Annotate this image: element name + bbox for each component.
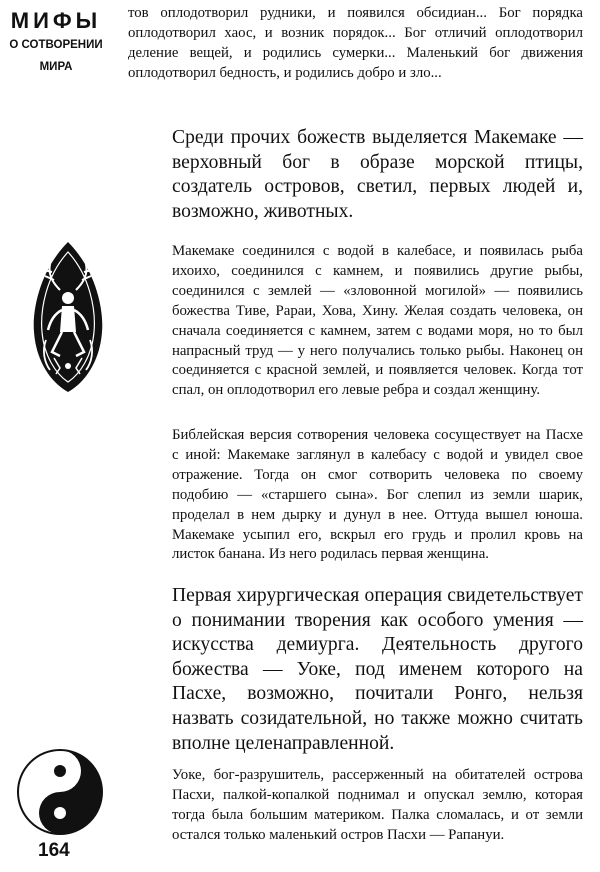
running-head-subtitle-2: МИРА: [39, 60, 73, 73]
margin-sidebar: [0, 0, 120, 872]
makemake-deity-ornament-icon: [30, 240, 106, 394]
paragraph-continuation: тов оплодотворил рудники, и появился обсидиан... Бог порядка оплодотворил хаос, и возник порядок... Бог отличий оплодотворил деление вещей, и родились сумерки... Маленький бог движения оплодотворил бедность, и родились добро и зло...: [128, 5, 583, 81]
paragraph-makemake-intro: Среди прочих божеств выделяется Макемаке — верховный бог в образе морской птицы, создатель островов, светил, первых людей и, возможно, животных.: [172, 127, 583, 222]
paragraph-makemake-myth: Макемаке соединился с водой в калебасе, и появилась рыба ихоихо, соединился с камнем, и появились другие рыбы, соединился с землей — «зловонной могилой» — появились божества Тиве, Рараи, Хова, Хину. Желая создать человека, он сначала соединяется с камнем, затем с водами моря, но то был напрасный труд — у него получались только рыбы. Наконец он соединяется с красной землей, и появляется человек. Когда тот спал, он оплодотворил его левые ребра и создал женщину.: [172, 243, 583, 399]
paragraph-uoke: Уоке, бог-разрушитель, рассерженный на обитателей острова Пасхи, палкой-копалкой поднимал и опускал землю, которая тогда была большим материком. Палка сломалась, и от земли остался только маленький остров Пасхи — Рапануи.: [172, 767, 583, 843]
running-head-subtitle: О СОТВОРЕНИИ: [9, 39, 103, 51]
running-head-title: МИФЫ: [10, 8, 102, 33]
yin-yang-icon: [16, 748, 104, 836]
paragraph-biblical-version: Библейская версия сотворения человека сосуществует на Пасхе с иной: Макемаке заглянул в калебасу с водой и увидел свое отражение. Тогда он смог сотворить человека по своему подобию — «старшего сына». Бог слепил из земли шарик, проделал в нем дырку и дунул в нее. Оттуда вышел юноша. Макемаке усыпил его, вскрыл его грудь и пролил кровь на листок банана. Из него родилась первая женщина.: [172, 427, 583, 563]
paragraph-surgery: Первая хирургическая операция свидетельствует о понимании творения как особого умения — искусства демиурга. Деятельность другого божества — Уоке, под именем которого на Пасхе, возможно, почитали Ронго, нельзя назвать созидательной, но также можно считать вполне целенаправленной.: [172, 585, 583, 754]
page-number: 164: [38, 840, 70, 861]
running-head: [4, 10, 108, 73]
